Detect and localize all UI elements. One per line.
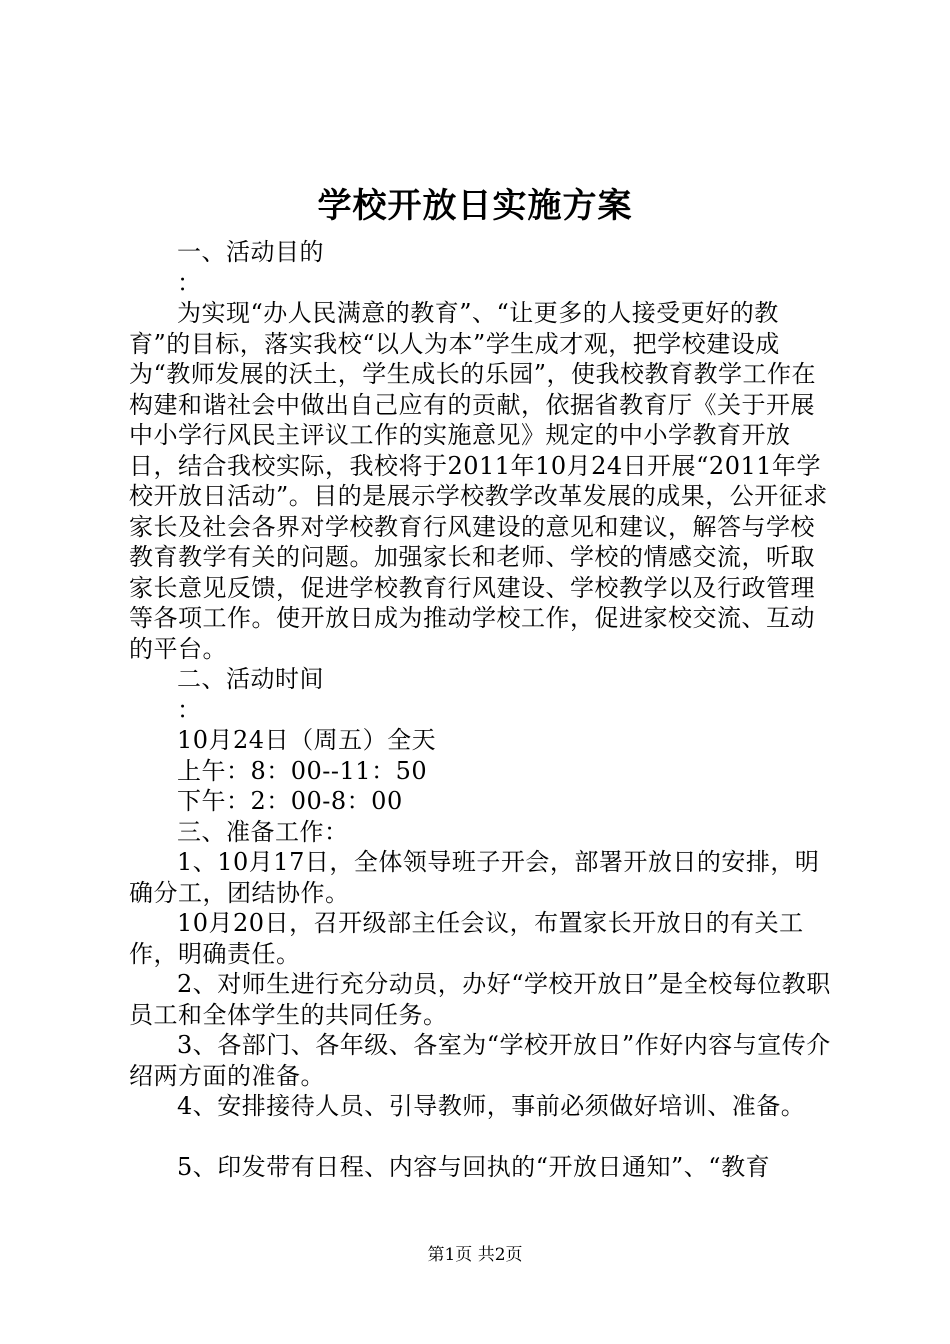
section-heading-time: 二、活动时间 — [177, 665, 324, 693]
section-heading-purpose: 一、活动目的 — [177, 238, 324, 266]
date-line: 10月24日（周五）全天 — [177, 726, 437, 754]
morning-time-line: 上午：8：00--11：50 — [177, 756, 428, 785]
preparation-item-3: 3、各部门、各年级、各室为“学校开放日”作好内容与宣传介绍两方面的准备。 — [129, 1031, 831, 1090]
page-footer: 第1页 共2页 — [427, 1245, 523, 1265]
afternoon-time-line: 下午：2：00-8：00 — [177, 787, 403, 815]
colon-line: ： — [177, 268, 202, 297]
preparation-item-1b: 10月20日，召开级部主任会议，布置家长开放日的有关工作，明确责任。 — [129, 909, 804, 968]
preparation-item-2: 2、对师生进行充分动员，办好“学校开放日”是全校每位教职员工和全体学生的共同任务。 — [129, 970, 831, 1029]
preparation-item-1: 1、10月17日，全体领导班子开会，部署开放日的安排，明确分工，团结协作。 — [129, 848, 820, 907]
document-title: 学校开放日实施方案 — [317, 186, 633, 226]
section-heading-preparation: 三、准备工作： — [177, 817, 349, 846]
colon-line: ： — [177, 695, 202, 724]
purpose-paragraph: 为实现“办人民满意的教育”、“让更多的人接受更好的教育”的目标，落实我校“以人为本”学生成才观，把学校建设成为“教师发展的沃土，学生成长的乐园”，使我校教育教学工作在构建和谐社会中做出自己应有的贡献，依据省教育厅《关于开展中小学行风民主评议工作的实施意见》规定的中小学教育开放日，结合我校实际，我校将于2011年10月24日开展“2011年学校开放日活动”。目的是展示学校教学改革发展的成果，公开征求家长及社会各界对学校教育行风建设的意见和建议，解答与学校教育教学有关的问题。加强家长和老师、学校的情感交流，听取家长意见反馈，促进学校教育行风建设、学校教学以及行政管理等各项工作。使开放日成为推动学校工作，促进家校交流、互动的平台。 — [129, 299, 828, 663]
document-body — [129, 237, 834, 1182]
preparation-item-4: 4、安排接待人员、引导教师，事前必须做好培训、准备。 — [177, 1092, 806, 1120]
preparation-item-5: 5、印发带有日程、内容与回执的“开放日通知”、“教育 — [177, 1152, 771, 1181]
